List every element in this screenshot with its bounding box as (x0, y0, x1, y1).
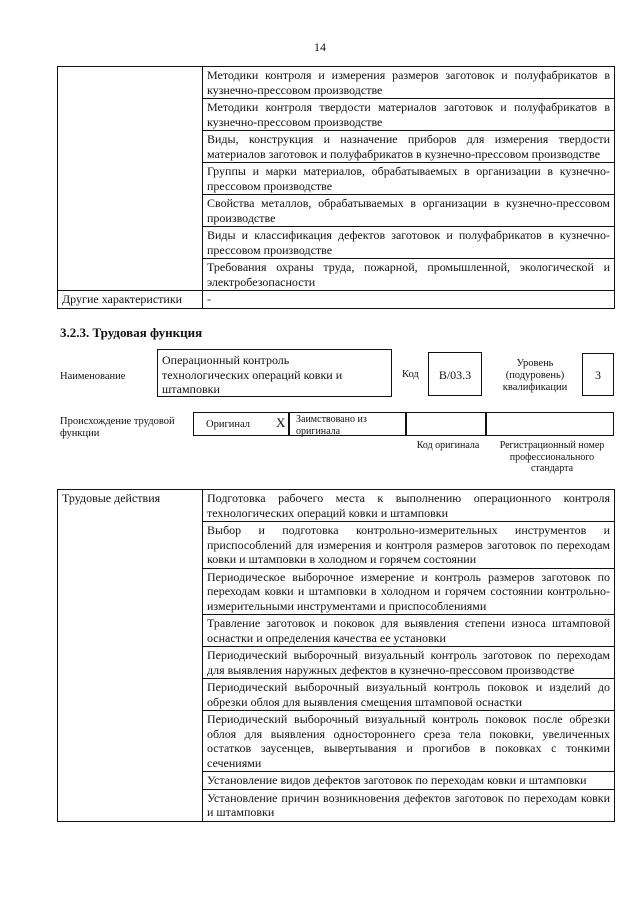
table-row (58, 67, 615, 99)
knowledge-item: Методики контроля твердости материалов заготовок и полуфабрикатов в кузнечно-прессовом производстве (203, 99, 615, 131)
level-label: Уровень (подуровень) квалификации (502, 358, 568, 393)
level-value: 3 (595, 368, 601, 382)
name-label: Наименование (60, 371, 126, 382)
name-box (157, 349, 392, 397)
code-original-box (406, 412, 486, 436)
labor-action-item: Выбор и подготовка контрольно-измерительных инструментов и приспособлений для измерения и контроля размеров заготовок по переходам ковки и штамповки в холодном и горячем состоянии (203, 522, 615, 569)
borrowed-label: Заимствовано из оригинала (296, 414, 367, 437)
labor-action-item: Периодический выборочный визуальный контроль поковок и изделий до обрезки облоя для выявления смещения штамповой оснастки (203, 679, 615, 711)
original-label: Оригинал (206, 419, 250, 430)
knowledge-item: Свойства металлов, обрабатываемых в организации в кузнечно-прессовом производстве (203, 195, 615, 227)
table-row (58, 490, 615, 522)
labor-action-item: Установление видов дефектов заготовок по переходам ковки и штамповки (203, 772, 615, 790)
knowledge-item: Методики контроля и измерения размеров заготовок и полуфабрикатов в кузнечно-прессовом производстве (203, 67, 615, 99)
reg-number-label: Регистрационный номер профессионального стандарта (499, 440, 605, 474)
table-row (58, 291, 615, 309)
knowledge-table (57, 66, 615, 309)
code-original-label: Код оригинала (416, 440, 480, 451)
original-mark: X (276, 415, 286, 430)
knowledge-item: Виды и классификация дефектов заготовок и полуфабрикатов в кузнечно-прессовом производстве (203, 227, 615, 259)
labor-action-item: Установление причин возникновения дефектов заготовок по переходам ковки и штамповки (203, 789, 615, 821)
origin-label: Происхождение трудовой функции (60, 416, 175, 439)
code-box (428, 352, 482, 396)
knowledge-item: Виды, конструкция и назначение приборов для измерения твердости материалов заготовок и полуфабрикатов в кузнечно-прессовом производстве (203, 131, 615, 163)
borrowed-box (289, 412, 406, 436)
labor-action-item: Периодическое выборочное измерение и контроль размеров заготовок по переходам ковки и штамповки в холодном и горячем состоянии контрольно-измерительными инструментами и приспособлениями (203, 568, 615, 615)
other-characteristics-value: - (203, 291, 615, 309)
labor-action-item: Периодический выборочный визуальный контроль поковок после обрезки облоя для выявления одностороннего среза тела поковки, увеличенных остатков заусенцев, вывертывания и прогибов в поковках с тонкими сечениями (203, 711, 615, 772)
page-number: 14 (314, 40, 326, 54)
labor-action-item: Травление заготовок и поковок для выявления степени износа штамповой оснастки и определения качества ее установки (203, 615, 615, 647)
labor-action-item: Подготовка рабочего места к выполнению операционного контроля технологических операций ковки и штамповки (203, 490, 615, 522)
original-box (193, 412, 289, 436)
knowledge-item: Группы и марки материалов, обрабатываемых в организации в кузнечно-прессовом производстве (203, 163, 615, 195)
section-title: 3.2.3. Трудовая функция (60, 325, 203, 340)
name-value: Операционный контроль технологических операций ковки и штамповки (162, 353, 343, 396)
reg-number-box (486, 412, 614, 436)
level-box (582, 353, 614, 396)
other-characteristics-label: Другие характеристики (58, 291, 203, 309)
code-value: В/03.3 (438, 368, 472, 382)
labor-actions-label: Трудовые действия (58, 490, 203, 822)
empty-label-cell (58, 67, 203, 291)
knowledge-item: Требования охраны труда, пожарной, промышленной, экологической и электробезопасности (203, 259, 615, 291)
labor-action-item: Периодический выборочный визуальный контроль заготовок по переходам для выявления наружных дефектов в кузнечно-прессовом производстве (203, 647, 615, 679)
labor-actions-table (57, 489, 615, 822)
code-label: Код (402, 369, 419, 380)
